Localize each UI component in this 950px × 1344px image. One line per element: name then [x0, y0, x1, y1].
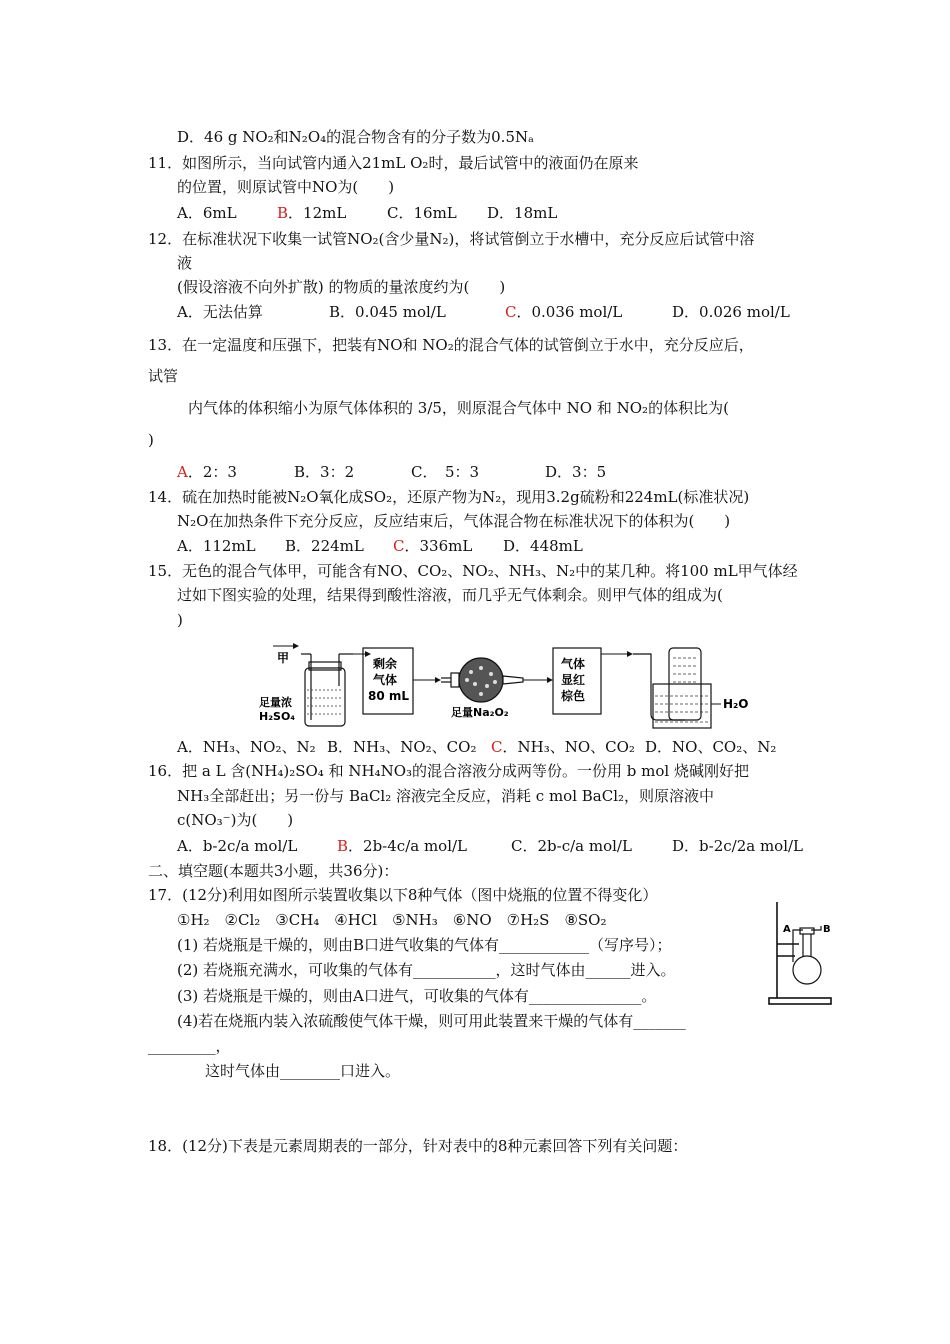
q14-stem-line1: 14．硫在加热时能被N₂O氧化成SO₂，还原产物为N₂，现用3.2g硫粉和224mL(标准状况) — [148, 488, 750, 506]
fig-arrow-3-head — [547, 677, 553, 683]
q14-option-b: B．224mL — [285, 537, 364, 555]
q10-option-d: D．46 g NO₂和N₂O₄的混合物含有的分子数为0.5Nₐ — [177, 128, 534, 146]
q12-stem-line1: 12．在标准状况下收集一试管NO₂(含少量N₂)，将试管倒立于水槽中，充分反应后试管中溶 — [148, 230, 755, 248]
q11-option-b — [277, 203, 346, 223]
q11-option-b-text: ．12mL — [288, 204, 347, 222]
q17-part4-line2: _________， — [148, 1037, 231, 1055]
q16-option-b-text: ．2b-4c/a mol/L — [348, 837, 468, 855]
q13-stem-line1: 13．在一定温度和压强下，把装有NO和 NO₂的混合气体的试管倒立于水中，充分反应后， — [148, 336, 754, 354]
q17-fig-label-b: B — [823, 924, 831, 935]
q16-stem-line2: NH₃全部赶出；另一份与 BaCl₂ 溶液完全反应，消耗 c mol BaCl₂，则原溶液中 — [177, 787, 715, 805]
q13-stem-line3: 内气体的体积缩小为原气体体积的 3/5，则原混合气体中 NO 和 NO₂的体积比为( — [188, 399, 729, 417]
q11-stem-line1: 11．如图所示，当向试管内通入21mL O₂时，最后试管中的液面仍在原来 — [148, 154, 639, 172]
q17-gas-list: ①H₂ ②Cl₂ ③CH₄ ④HCl ⑤NH₃ ⑥NO ⑦H₂S ⑧SO₂ — [177, 911, 607, 929]
q14-option-c — [393, 536, 472, 556]
fig-label-acid-line1: 足量浓 — [259, 696, 292, 709]
q13-stem-line2: 试管 — [148, 367, 179, 385]
q11-option-c: C．16mL — [387, 204, 457, 222]
q15-option-b: B．NH₃、NO₂、CO₂ — [327, 738, 477, 756]
q12-answer-letter: C — [505, 303, 517, 321]
q17-part4-line1: (4)若在烧瓶内装入浓硫酸使气体干燥，则可用此装置来干燥的气体有_______ — [177, 1012, 686, 1030]
q16-stem-line1: 16．把 a L 含(NH₄)₂SO₄ 和 NH₄NO₃的混合溶液分成两等份。一份用 b mol 烧碱刚好把 — [148, 762, 749, 780]
fig-label-water: H₂O — [723, 697, 749, 711]
q15-option-c-text: ．NH₃、NO、CO₂ — [502, 738, 635, 756]
q15-answer-letter: C — [491, 738, 503, 756]
q11-option-a: A．6mL — [177, 204, 237, 222]
q17-part3: (3) 若烧瓶是干燥的，则由A口进气，可收集的气体有_______________。 — [177, 987, 657, 1005]
q17-part2: (2) 若烧瓶充满水，可收集的气体有___________，这时气体由______进入。 — [177, 961, 676, 979]
fig-box1-line3: 80 mL — [368, 689, 410, 703]
fig-label-jia: 甲 — [277, 651, 290, 665]
q13-option-c: C． 5：3 — [411, 463, 480, 481]
q12-stem-line2: 液 — [177, 254, 193, 272]
wash-bottle-liquid — [307, 690, 343, 714]
q15-option-a: A．NH₃、NO₂、N₂ — [177, 738, 316, 756]
q15-stem-line2: 过如下图实验的处理，结果得到酸性溶液，而几乎无气体剩余。则甲气体的组成为( — [177, 586, 723, 604]
q13-option-a — [177, 462, 237, 482]
q14-stem-line2: N₂O在加热条件下充分反应，反应结束后，气体混合物在标准状况下的体积为( ) — [177, 512, 731, 530]
q17-flask-figure — [765, 900, 835, 1010]
q17-part4-line3: 这时气体由________口进入。 — [205, 1062, 401, 1080]
fig-arrow-2-head — [435, 677, 441, 683]
q11-stem-line2: 的位置，则原试管中NO为( ) — [177, 178, 395, 196]
q14-option-c-text: ．336mL — [404, 537, 473, 555]
q15-option-c — [491, 737, 635, 757]
q14-option-a: A．112mL — [177, 537, 256, 555]
fig-label-acid-line2: H₂SO₄ — [259, 710, 296, 723]
fig-box2-line2: 显红 — [561, 673, 586, 687]
q12-option-c — [505, 302, 622, 322]
q16-answer-letter: B — [337, 837, 349, 855]
fig-arrow-4-head — [627, 651, 633, 657]
q16-option-b — [337, 836, 467, 856]
q13-option-a-text: ．2：3 — [187, 463, 237, 481]
q12-option-d: D．0.026 mol/L — [672, 303, 790, 321]
q15-apparatus-figure — [255, 640, 760, 732]
q15-stem-line1: 15．无色的混合气体甲，可能含有NO、CO₂、NO₂、NH₃、N₂中的某几种。将100 mL甲气体经 — [148, 562, 798, 580]
q12-option-b: B．0.045 mol/L — [329, 303, 446, 321]
flask — [793, 926, 821, 984]
q15-option-d: D．NO、CO₂、N₂ — [645, 738, 777, 756]
q12-option-c-text: ．0.036 mol/L — [516, 303, 623, 321]
q11-option-d: D．18mL — [487, 204, 558, 222]
q13-stem-line4: ) — [148, 431, 154, 449]
fig-box2-line1: 气体 — [561, 657, 586, 671]
section2-heading: 二、填空题(本题共3小题，共36分)： — [148, 862, 399, 880]
fig-box2-line3: 棕色 — [561, 689, 586, 703]
iron-stand — [769, 902, 831, 1004]
water-trough — [633, 648, 711, 728]
q12-stem-line3: (假设溶液不向外扩散) 的物质的量浓度约为( ) — [177, 278, 506, 296]
q16-option-a: A．b-2c/a mol/L — [177, 837, 298, 855]
q13-answer-letter: A — [177, 463, 188, 481]
q14-answer-letter: C — [393, 537, 405, 555]
q16-option-d: D．b-2c/2a mol/L — [672, 837, 804, 855]
fig-label-na2o2: 足量Na₂O₂ — [451, 706, 509, 719]
fig-arrow-1-head — [365, 651, 371, 657]
fig-arrow-jia-head — [293, 643, 299, 649]
q12-option-a: A．无法估算 — [177, 303, 263, 321]
q14-option-d: D．448mL — [503, 537, 583, 555]
q13-option-b: B．3：2 — [294, 463, 355, 481]
q11-answer-letter: B — [277, 204, 289, 222]
q16-stem-line3: c(NO₃⁻)为( ) — [177, 811, 294, 829]
q17-fig-label-a: A — [783, 924, 791, 935]
q15-stem-line3: ) — [177, 611, 183, 629]
fig-box1-line1: 剩余 — [373, 657, 398, 671]
q16-option-c: C．2b-c/a mol/L — [511, 837, 632, 855]
q13-option-d: D．3：5 — [545, 463, 607, 481]
q18-stem-line1: 18．(12分)下表是元素周期表的一部分，针对表中的8种元素回答下列有关问题： — [148, 1137, 688, 1155]
q17-stem-line1: 17．(12分)利用如图所示装置收集以下8种气体（图中烧瓶的位置不得变化） — [148, 886, 658, 904]
fig-box1-line2: 气体 — [373, 673, 398, 687]
q17-part1: (1) 若烧瓶是干燥的，则由B口进气收集的气体有____________（写序号）； — [177, 936, 672, 954]
